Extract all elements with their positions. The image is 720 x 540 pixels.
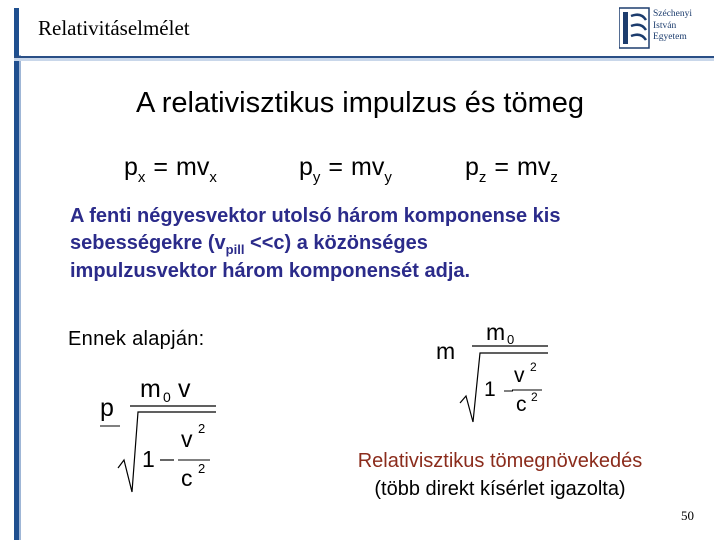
conclusion (300, 447, 700, 503)
eq-rhs-sub: z (550, 169, 558, 186)
mass-formula (436, 318, 566, 428)
eq-op: = (328, 153, 344, 181)
logo-text (653, 9, 692, 44)
eq-lhs: p (465, 153, 479, 181)
header-title: Relativitáselmélet (38, 16, 190, 40)
mass-lhs: m (436, 338, 456, 364)
paragraph-subscript: pill (225, 241, 245, 257)
eq-rhs: mv (517, 153, 551, 181)
momentum-formula (100, 372, 225, 497)
momentum-c-exp: 2 (198, 461, 206, 476)
momentum-v: v (181, 426, 193, 452)
mass-c-exp: 2 (531, 390, 538, 404)
eq-lhs-sub: y (312, 169, 321, 186)
mass-v: v (514, 364, 525, 387)
mass-c: c (516, 393, 527, 416)
mass-one: 1 (484, 378, 496, 401)
paragraph-line-2-start: sebességekre (v (70, 231, 226, 254)
momentum-numerator-sub: 0 (163, 389, 171, 405)
conclusion-line-1: Relativisztikus tömegnövekedés (357, 450, 643, 472)
page-number: 50 (681, 508, 694, 523)
mass-v-exp: 2 (530, 360, 537, 374)
mass-formula-lines (436, 318, 566, 428)
momentum-one: 1 (142, 446, 155, 472)
mass-numerator: m (486, 319, 506, 345)
eq-lhs: p (299, 153, 313, 181)
ennek-label: Ennek alapján: (68, 328, 205, 350)
paragraph-line-2-end: <<c) a közönséges (244, 231, 428, 254)
momentum-numerator: m (140, 375, 161, 403)
mass-numerator-sub: 0 (507, 332, 515, 347)
eq-lhs-sub: z (478, 169, 487, 186)
paragraph-line-3: impulzusvektor három komponensét adja. (70, 260, 471, 282)
eq-rhs: mv (176, 153, 210, 181)
logo-line-3: Egyetem (653, 32, 687, 42)
logo-line-1: Széchenyi (653, 9, 693, 19)
momentum-numerator-v: v (178, 375, 191, 403)
momentum-v-exp: 2 (198, 421, 206, 436)
eq-op: = (153, 153, 169, 181)
paragraph-line-1: A fenti négyesvektor utolsó három komponense kis (70, 205, 561, 227)
university-logo (619, 6, 715, 52)
eq-lhs: p (124, 153, 138, 181)
logo-line-2: István (653, 20, 677, 31)
eq-op: = (494, 153, 510, 181)
momentum-lhs: p (100, 394, 114, 422)
explanation-paragraph (70, 203, 710, 285)
momentum-formula-lines (100, 372, 225, 497)
eq-rhs: mv (351, 153, 385, 181)
eq-rhs-sub: x (209, 169, 217, 186)
momentum-c: c (181, 465, 193, 491)
conclusion-line-2: (több direkt kísérlet igazolta) (374, 478, 626, 500)
header-rule-light (14, 58, 714, 61)
eq-lhs-sub: x (137, 169, 146, 186)
paragraph-line-2 (70, 230, 710, 259)
equation-pz (465, 153, 558, 186)
logo-emblem-icon (619, 6, 651, 50)
equation-px (124, 153, 217, 186)
slide-title: A relativisztikus impulzus és tömeg (135, 87, 585, 119)
left-accent-bar-light (19, 55, 21, 540)
eq-rhs-sub: y (384, 169, 392, 186)
equation-py (299, 153, 392, 186)
